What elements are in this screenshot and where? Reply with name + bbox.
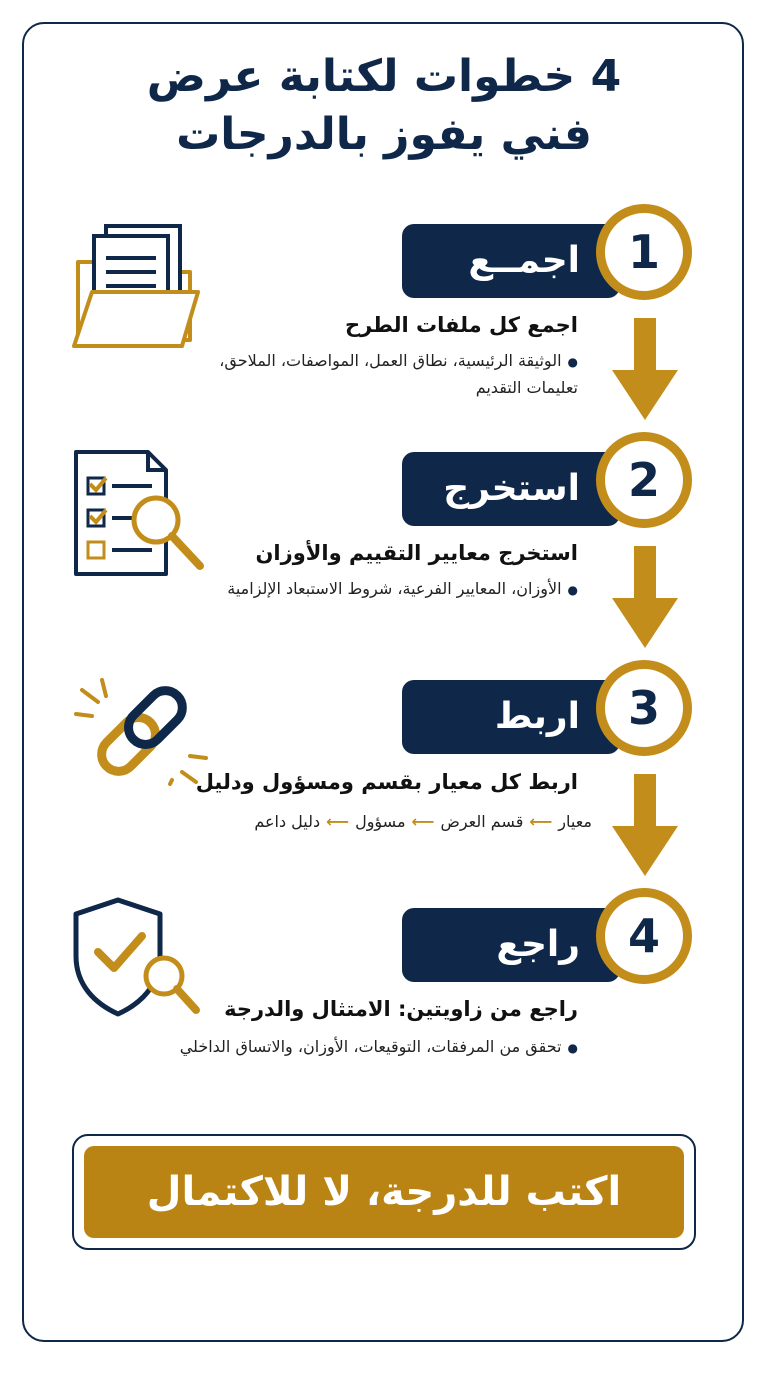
step-1-bullet-text: الوثيقة الرئيسية، نطاق العمل، المواصفات، الملاحق، تعليمات التقديم (219, 351, 578, 397)
bullet-dot: ● (567, 1041, 578, 1055)
step-2-bullet (178, 576, 578, 603)
step-3-heading: اربط كل معيار بقسم ومسؤول ودليل (195, 770, 578, 794)
page-title-line-2: فني يفوز بالدرجات (176, 109, 592, 160)
arrow-left-icon: ⟵ (411, 812, 435, 831)
step-1-label: اجمــع (402, 224, 620, 298)
chain-item: مسؤول (355, 812, 406, 831)
step-3-chain (254, 812, 592, 831)
step-2-bullet-text: الأوزان، المعايير الفرعية، شروط الاستبعاد الإلزامية (227, 579, 562, 598)
step-4-heading: راجع من زاويتين: الامتثال والدرجة (224, 997, 578, 1021)
step-4-label: راجع (402, 908, 620, 982)
arrow-left-icon: ⟵ (326, 812, 350, 831)
down-arrow-icon (612, 318, 678, 422)
step-4-bullet-text: تحقق من المرفقات، التوقيعات، الأوزان، والاتساق الداخلي (179, 1037, 562, 1056)
step-3-label: اربط (402, 680, 620, 754)
step-1-number: 1 (596, 204, 692, 300)
step-1-heading: اجمع كل ملفات الطرح (344, 313, 578, 337)
folder-documents-icon (72, 222, 204, 350)
arrow-left-icon: ⟵ (529, 812, 553, 831)
step-4-number: 4 (596, 888, 692, 984)
step-2-number: 2 (596, 432, 692, 528)
page-title-line-1: 4 خطوات لكتابة عرض (146, 51, 622, 102)
cta-banner (72, 1134, 696, 1250)
cta-text: اكتب للدرجة، لا للاكتمال (84, 1146, 684, 1238)
checklist-magnifier-icon (72, 448, 208, 580)
bullet-dot: ● (567, 355, 578, 369)
chain-item: قسم العرض (440, 812, 524, 831)
chain-item: معيار (558, 812, 592, 831)
down-arrow-icon (612, 774, 678, 878)
chain-item: دليل داعم (254, 812, 321, 831)
shield-check-magnifier-icon (72, 896, 206, 1020)
down-arrow-icon (612, 546, 678, 650)
step-2-heading: استخرج معايير التقييم والأوزان (255, 541, 578, 565)
bullet-dot: ● (567, 583, 578, 597)
step-1-bullet (178, 348, 578, 401)
chain-link-icon (72, 676, 212, 786)
step-4-bullet (178, 1034, 578, 1061)
step-2-label: استخرج (402, 452, 620, 526)
step-3-number: 3 (596, 660, 692, 756)
